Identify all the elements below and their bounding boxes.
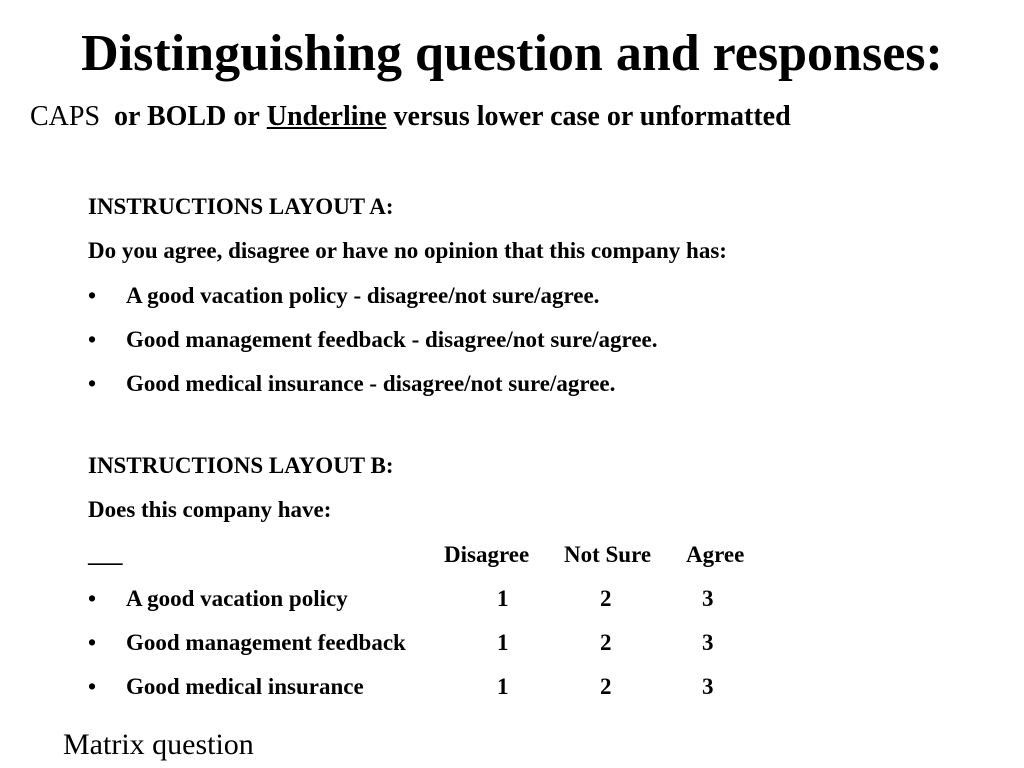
matrix-cell-agree: 3 [702, 586, 714, 611]
bullet-point: • [88, 371, 97, 396]
matrix-header-disagree: Disagree [444, 542, 530, 567]
bullet-point: • [88, 630, 97, 655]
layout-a-item-text: A good vacation policy - disagree/not sure/agree. [126, 283, 600, 308]
bullet-point: • [88, 586, 97, 611]
layout-b-heading: INSTRUCTIONS LAYOUT B: [88, 453, 394, 478]
matrix-row [88, 628, 728, 658]
layout-b-question: Does this company have: [88, 497, 332, 522]
subtitle-or-bold: or BOLD or [114, 101, 260, 132]
matrix-row-label: Good management feedback [126, 630, 406, 655]
bullet-point: • [88, 327, 97, 352]
subtitle-caps: CAPS [30, 101, 101, 132]
subtitle-underline: Underline [266, 101, 387, 132]
matrix-header-blank: ___ [88, 542, 123, 567]
layout-a-item [88, 281, 788, 311]
matrix-cell-not-sure: 2 [600, 586, 612, 611]
subtitle-rest: versus lower case or unformatted [393, 101, 791, 132]
layout-a-item-text: Good management feedback - disagree/not sure/agree. [126, 327, 658, 352]
layout-a-question: Do you agree, disagree or have no opinion that this company has: [88, 238, 727, 263]
matrix-cell-disagree: 1 [497, 674, 509, 699]
matrix-row [88, 584, 728, 614]
matrix-header-agree: Agree [686, 542, 745, 567]
matrix-cell-disagree: 1 [497, 630, 509, 655]
matrix-cell-not-sure: 2 [600, 630, 612, 655]
matrix-row [88, 672, 728, 702]
matrix-header-not-sure: Not Sure [564, 542, 652, 567]
layout-a-item [88, 325, 838, 355]
slide-footer-caption: Matrix question [63, 728, 254, 761]
matrix-cell-agree: 3 [702, 674, 714, 699]
matrix-cell-agree: 3 [702, 630, 714, 655]
bullet-point: • [88, 674, 97, 699]
layout-a-item-text: Good medical insurance - disagree/not sure/agree. [126, 371, 616, 396]
matrix-cell-disagree: 1 [497, 586, 509, 611]
slide-subtitle [30, 99, 791, 135]
matrix-row-label: A good vacation policy [126, 586, 348, 611]
bullet-point: • [88, 283, 97, 308]
layout-a-item [88, 369, 788, 399]
layout-a-heading: INSTRUCTIONS LAYOUT A: [88, 194, 394, 219]
matrix-row-label: Good medical insurance [126, 674, 364, 699]
matrix-header-row [88, 540, 768, 570]
matrix-cell-not-sure: 2 [600, 674, 612, 699]
slide-title: Distinguishing question and responses: [81, 25, 943, 82]
